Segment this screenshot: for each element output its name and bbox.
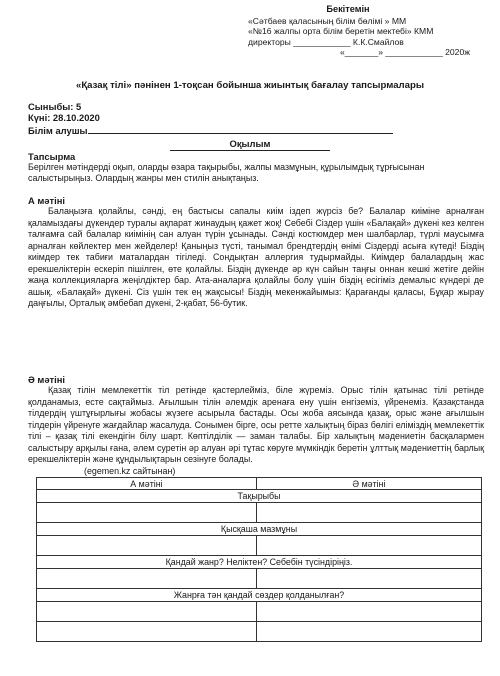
table-criterion-row <box>37 556 482 569</box>
student-label: Білім алушы <box>28 124 88 136</box>
meta-block <box>28 101 393 136</box>
text-a-label: А мәтіні <box>28 195 65 206</box>
document-title: «Қазақ тілі» пәнінен 1-тоқсан бойынша жиынтық бағалау тапсырмалары <box>75 80 425 91</box>
approval-line: «№16 жалпы орта білім беретін мектебі» КММ <box>248 26 434 37</box>
table-answer-row <box>37 569 482 589</box>
comparison-table <box>36 477 482 642</box>
date-label: Күні: 28.10.2020 <box>28 112 100 124</box>
text-b-body: Қазақ тілін мемлекеттік тіл ретінде қастерлейміз, біле жүреміз. Орыс тілін қатынас тілі ретінде қолданамыз, есте сақтаймыз. Ағылшын тілін әлемдік аренаға ену үшін енгіземіз, үйренеміз. Қазақстанда тілдердің үштұғырлығы жобасы жүзеге асырыла бастады. Осы жоба аясында қазақ, орыс және ағылшын тілдерін үйренуге жағдайлар жасалуда. Сонымен бірге, осы ретте халықтың біраз бөлігі еліміздің мемлекеттік тілі – қазақ тілі екендігін білу шарт. Көптілділік — заман талабы. Бір халықтың мәдениетін басқалармен салыстыру арқылы ғана, әлем суретін әр алуан әрі тұтас көруге мүмкіндік беретін ұлттық мәдениеттің барлық ерекшеліктерін және құндылықтарын сезінуге болады. <box>28 385 484 464</box>
table-criterion-row <box>37 589 482 602</box>
student-row <box>28 124 393 136</box>
task-label: Тапсырма <box>28 151 76 162</box>
answer-cell[interactable] <box>37 622 257 642</box>
criterion-summary: Қысқаша мазмұны <box>37 523 482 536</box>
grade-label: Сыныбы: 5 <box>28 101 82 112</box>
section-title-text: Оқылым <box>170 138 330 151</box>
answer-cell[interactable] <box>256 503 481 523</box>
approval-line: директоры ____________ К.К.Смайлов <box>248 36 404 47</box>
text-a-body: Балаңызға қолайлы, сәнді, ең бастысы сапалы киім іздеп жүрсіз бе? Балалар киіміне арналған қаламыздағы дүкендер туралы ақпарат жинаудың қажет жоқ! Себебі Сіздер үшін «Балақай» дүкені кез келген талғамға сай балалар киімінің сан алуан түрін ұсынады. Сәнді костюмдер мен шалбарлар, түрлі маусымға арналған көйлектер мен жейделер! Қаныңыз түсті, танымал брендтердің өнімі Сіздерді асыға күтеді! Біздің киімдер тек табиғи маталардан тігіледі. Сондықтан аллергия тудырмайды. Киімдер балалардың жас ерекшеліктерін ескеріп пішілген, өте қолайлы. Біздің дүкенде әр күн сайын таңғы оннан кешкі жетіге дейін жаңа коллекцияларға жеңілдіктер бар. Ата-аналарға қолайлы болу үшін біздің есігіміз демалыс күндері де ашық. «Балақай» дүкені. Сіз үшін тек ең жақсысы! Біздің мекенжайымыз: Қарағанды қаласы, Бұқар жырау даңғылы, Орталық әмбебап дүкені, 2-қабат, 56-бутик. <box>28 206 484 308</box>
table-answer-row <box>37 536 482 556</box>
table-header-row <box>37 478 482 490</box>
answer-cell[interactable] <box>256 622 481 642</box>
answer-cell[interactable] <box>37 602 257 622</box>
approval-line: «Сәтбаев қаласының білім бөлімі » ММ <box>248 15 407 26</box>
answer-cell[interactable] <box>37 569 257 589</box>
text-b-label: Ә мәтіні <box>28 374 66 385</box>
task-text: Берілген мәтіндерді оқып, оларды өзара тақырыбы, жалпы мазмұнын, құрылымдық тұрғысынан салыстырыңыз. Олардың жанры мен стилін анықтаңыз. <box>28 162 425 183</box>
approval-block <box>248 4 488 58</box>
answer-cell[interactable] <box>256 569 481 589</box>
criterion-genre-words: Жанрға тән қандай сөздер қолданылған? <box>37 589 482 602</box>
table-answer-row <box>37 503 482 523</box>
table-criterion-row <box>37 523 482 536</box>
answer-cell[interactable] <box>37 503 257 523</box>
section-title <box>0 138 500 151</box>
header-text-b: Ә мәтіні <box>256 478 481 490</box>
approval-line: «_______» ____________ 2020ж <box>339 47 470 58</box>
answer-cell[interactable] <box>37 536 257 556</box>
student-name-line[interactable] <box>88 124 393 134</box>
table-criterion-row <box>37 490 482 503</box>
criterion-topic: Тақырыбы <box>37 490 482 503</box>
table-answer-row <box>37 622 482 642</box>
approval-heading: Бекітемін <box>326 4 370 14</box>
header-text-a: А мәтіні <box>37 478 257 490</box>
source-note: (egemen.kz сайтынан) <box>84 466 176 476</box>
table-answer-row <box>37 602 482 622</box>
criterion-genre: Қандай жанр? Неліктен? Себебін түсіндіріңіз. <box>37 556 482 569</box>
answer-cell[interactable] <box>256 602 481 622</box>
answer-cell[interactable] <box>256 536 481 556</box>
